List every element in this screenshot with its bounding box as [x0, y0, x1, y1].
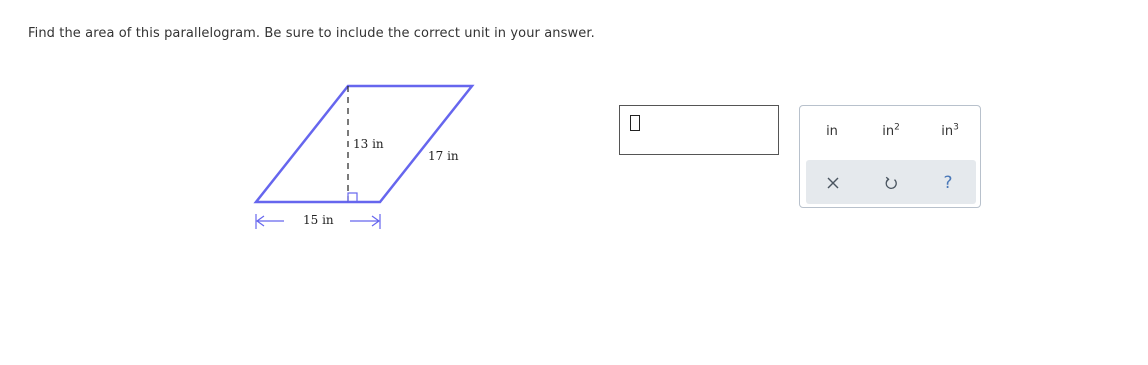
unit-button-in-cubed[interactable]: $in^3$ — [941, 122, 959, 139]
unit-palette — [799, 105, 981, 208]
undo-icon — [884, 176, 898, 190]
undo-button[interactable] — [878, 170, 904, 196]
unit-button-in[interactable]: in — [826, 124, 838, 139]
base-label: 15 in — [303, 213, 334, 227]
action-bar — [806, 160, 976, 204]
side-label: 17 in — [428, 149, 459, 163]
help-icon: ? — [943, 172, 953, 193]
input-cursor — [630, 115, 640, 131]
question-text: Find the area of this parallelogram. Be sure to include the correct unit in your answer. — [28, 26, 595, 41]
x-icon — [827, 177, 839, 189]
height-label: 13 in — [353, 137, 384, 151]
right-angle-marker — [348, 193, 357, 202]
unit-button-in-squared[interactable]: $in^2$ — [882, 122, 900, 139]
answer-input[interactable] — [619, 105, 779, 155]
help-button[interactable] — [935, 170, 961, 196]
clear-button[interactable] — [820, 170, 846, 196]
parallelogram-figure — [250, 80, 490, 240]
